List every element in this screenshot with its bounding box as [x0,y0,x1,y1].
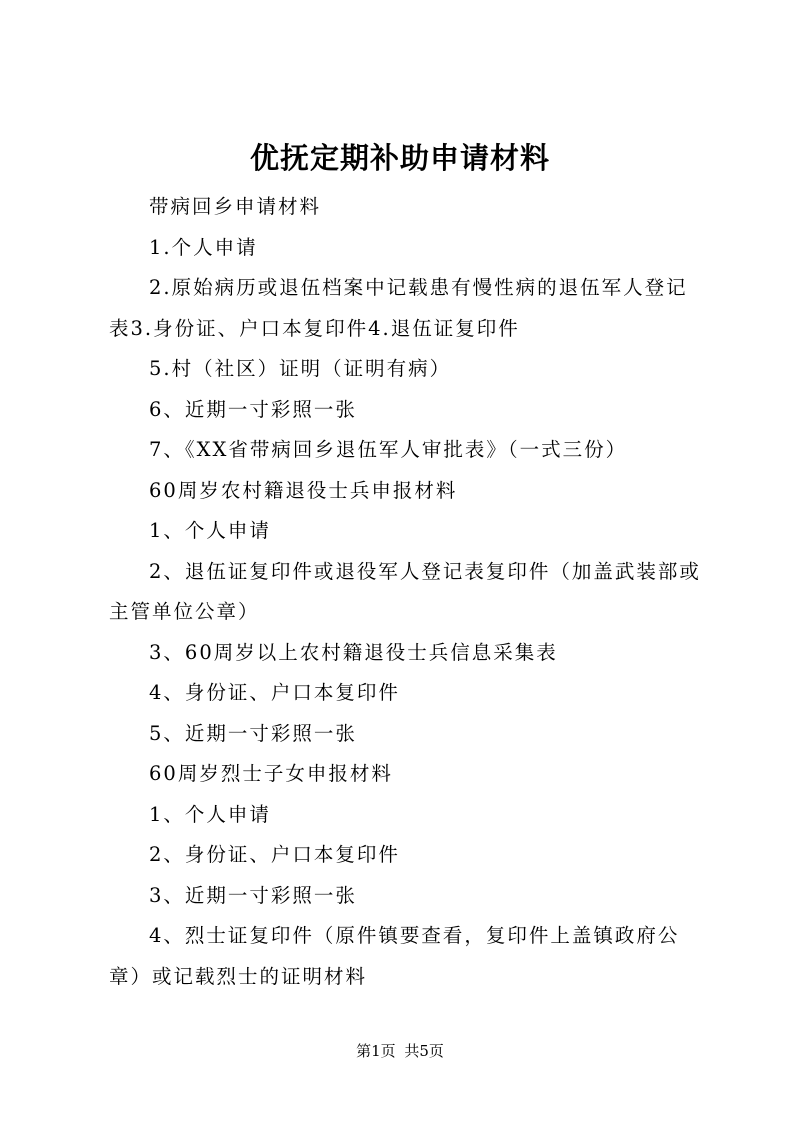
paragraph: 6、近期一寸彩照一张 [149,397,357,421]
paragraph: 3、60周岁以上农村籍退役士兵信息采集表 [149,640,558,664]
paragraph: 7、《XX省带病回乡退伍军人审批表》（一式三份） [149,438,628,461]
paragraph: 5、近期一寸彩照一张 [149,721,357,745]
paragraph: 2、退伍证复印件或退役军人登记表复印件（加盖武装部或主管单位公章） [109,559,701,623]
paragraph: 带病回乡申请材料 [149,195,322,218]
paragraph: 4、身份证、户口本复印件 [149,681,400,704]
paragraph: 1、个人申请 [149,802,271,826]
document-body [109,187,709,997]
paragraph: 5.村（社区）证明（证明有病） [149,357,452,380]
paragraph: 2、身份证、户口本复印件 [149,843,400,866]
document-title: 优抚定期补助申请材料 [249,141,550,175]
page-total: 共5页 [404,1042,444,1060]
paragraph: 60周岁农村籍退役士兵申报材料 [149,478,458,502]
paragraph: 3、近期一寸彩照一张 [149,883,357,907]
paragraph: 4、烈士证复印件（原件镇要查看，复印件上盖镇政府公章）或记载烈士的证明材料 [109,924,680,988]
page-number: 第1页 [356,1042,396,1060]
paragraph: 60周岁烈士子女申报材料 [149,762,393,785]
paragraph: 1.个人申请 [149,235,258,259]
paragraph: 2.原始病历或退伍档案中记载患有慢性病的退伍军人登记表3.身份证、户口本复印件4.退伍证复印件 [109,276,688,340]
page-footer [0,1041,800,1061]
paragraph: 1、个人申请 [149,519,271,542]
